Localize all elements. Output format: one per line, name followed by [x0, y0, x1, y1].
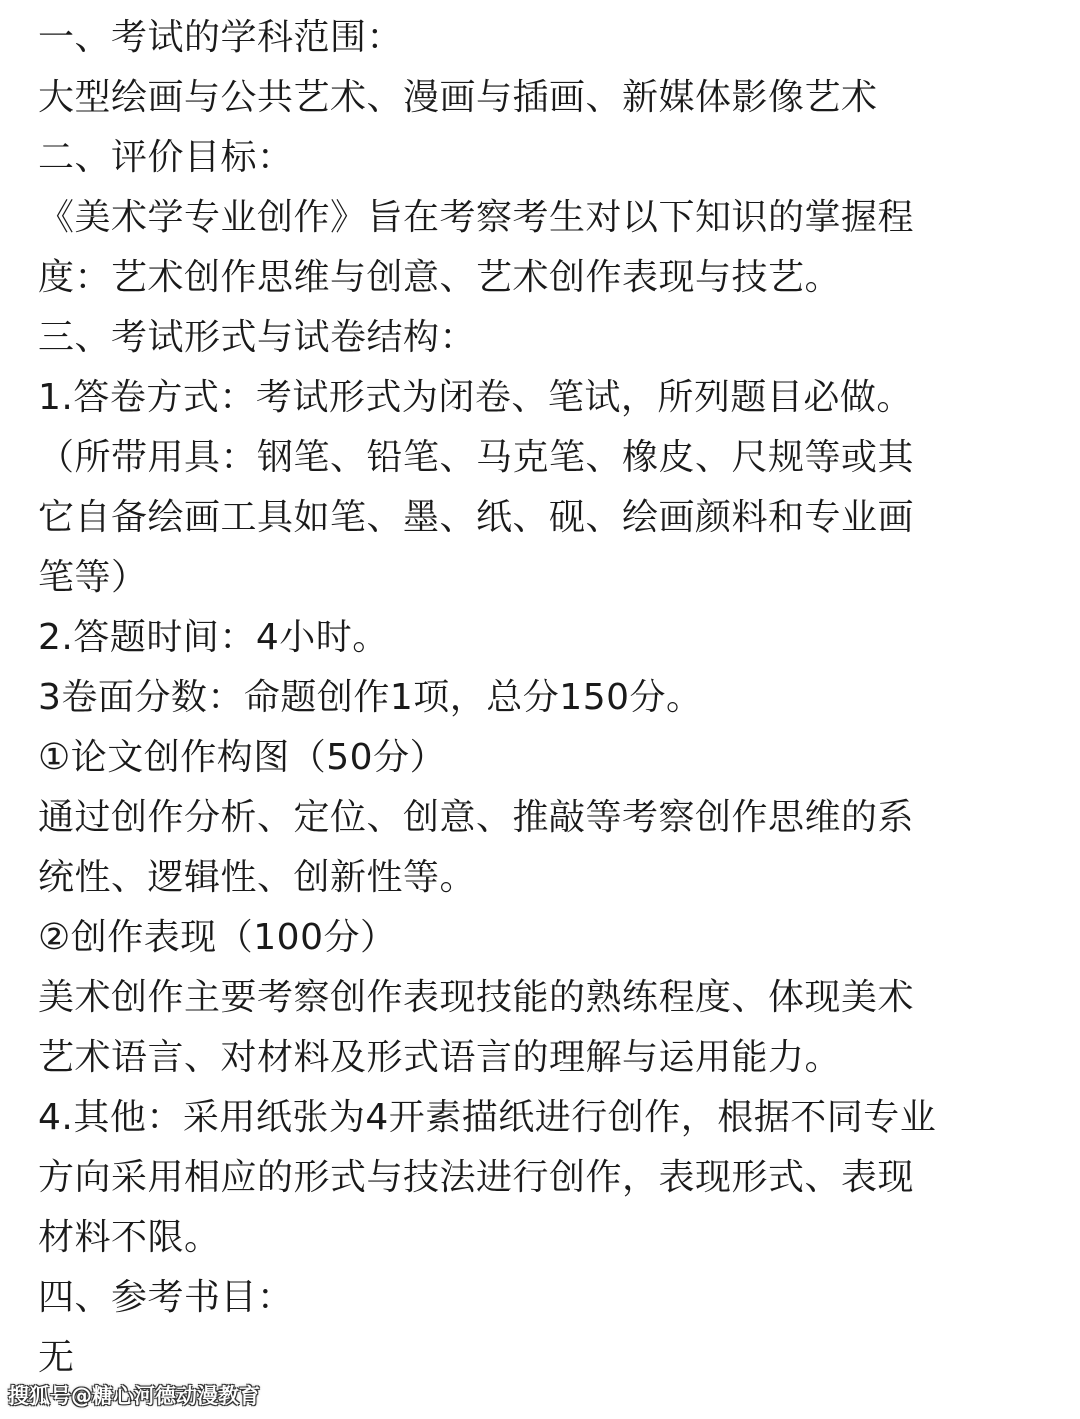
subsection-heading-composition: ①论文创作构图（50分）: [38, 737, 447, 778]
paragraph-line: （所带用具：钢笔、铅笔、马克笔、橡皮、尺规等或其: [38, 437, 915, 478]
document-body: [38, 8, 1048, 1388]
references-value: 无: [38, 1337, 75, 1378]
paragraph-line: 4.其他：采用纸张为4开素描纸进行创作，根据不同专业: [38, 1097, 937, 1138]
paragraph-line: 笔等）: [38, 557, 148, 598]
subject-list: 大型绘画与公共艺术、漫画与插画、新媒体影像艺术: [38, 77, 878, 118]
paragraph-line: 1.答卷方式：考试形式为闭卷、笔试，所列题目必做。: [38, 377, 913, 418]
paragraph-line: 度：艺术创作思维与创意、艺术创作表现与技艺。: [38, 257, 842, 298]
section-heading-exam-format: 三、考试形式与试卷结构：: [38, 317, 477, 358]
watermark-text: 搜狐号@糖心河德动漫教育: [8, 1384, 260, 1408]
section-heading-references: 四、参考书目：: [38, 1277, 294, 1318]
section-heading-subject-scope: 一、考试的学科范围：: [38, 17, 404, 58]
paragraph-line: 它自备绘画工具如笔、墨、纸、砚、绘画颜料和专业画: [38, 497, 915, 538]
section-heading-evaluation-goals: 二、评价目标：: [38, 137, 294, 178]
paragraph-line: 通过创作分析、定位、创意、推敲等考察创作思维的系: [38, 797, 915, 838]
paragraph-line: 3卷面分数：命题创作1项，总分150分。: [38, 677, 703, 718]
paragraph-line: 美术创作主要考察创作表现技能的熟练程度、体现美术: [38, 977, 915, 1018]
paragraph-line: 材料不限。: [38, 1217, 221, 1258]
subsection-heading-expression: ②创作表现（100分）: [38, 917, 397, 958]
paragraph-line: 2.答题时间：4小时。: [38, 617, 389, 658]
paragraph-line: 方向采用相应的形式与技法进行创作，表现形式、表现: [38, 1157, 915, 1198]
paragraph-line: 《美术学专业创作》旨在考察考生对以下知识的掌握程: [38, 197, 915, 238]
paragraph-line: 统性、逻辑性、创新性等。: [38, 857, 477, 898]
paragraph-line: 艺术语言、对材料及形式语言的理解与运用能力。: [38, 1037, 842, 1078]
